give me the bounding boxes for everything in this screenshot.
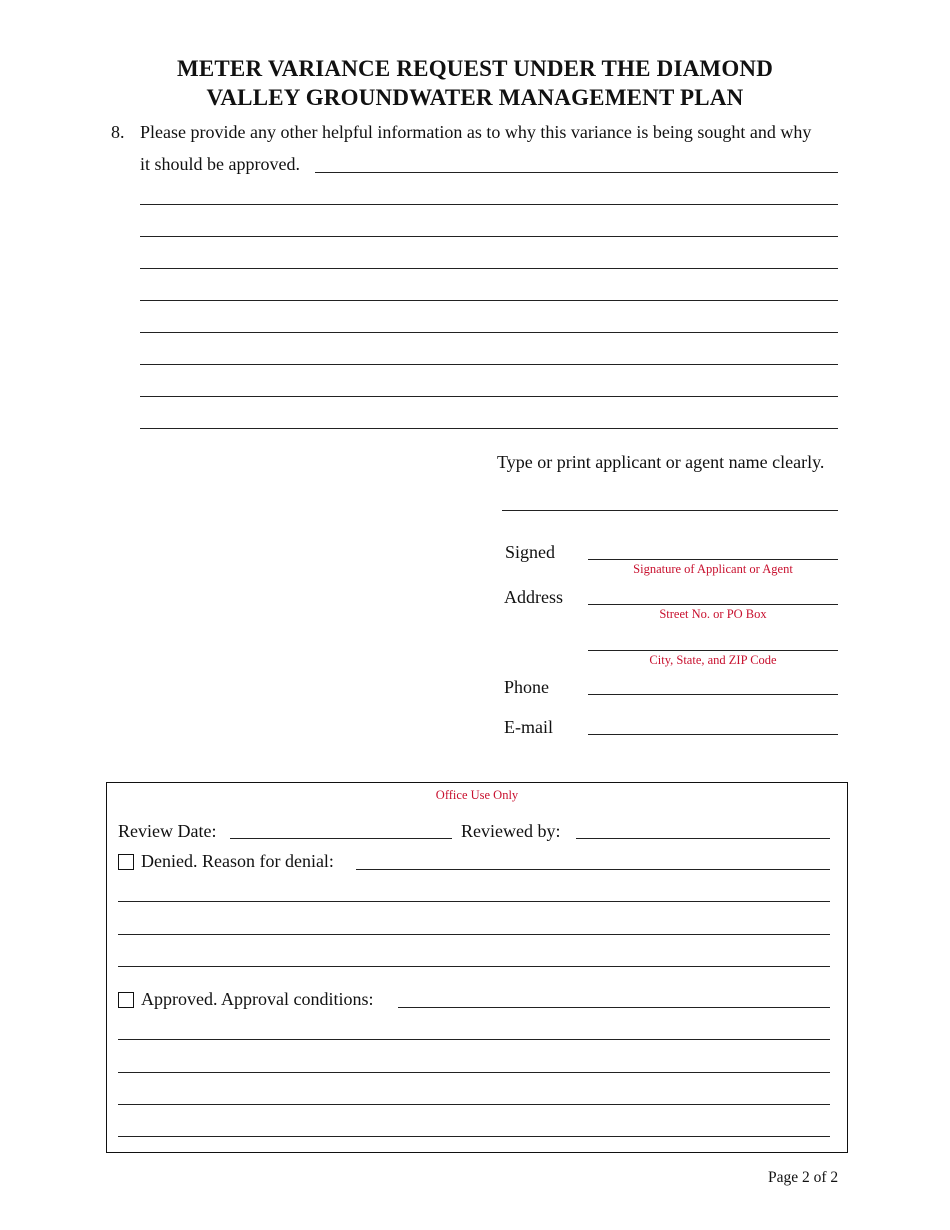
- approval-conditions-line-1[interactable]: [398, 1007, 830, 1008]
- office-use-heading: Office Use Only: [435, 788, 519, 802]
- approval-conditions-line-5[interactable]: [118, 1136, 830, 1137]
- page-title: [0, 54, 950, 112]
- question-number: 8.: [111, 122, 125, 142]
- answer-line-1[interactable]: [315, 172, 838, 173]
- answer-line-7[interactable]: [140, 364, 838, 365]
- email-label: E-mail: [504, 717, 553, 737]
- title-line-1: METER VARIANCE REQUEST UNDER THE DIAMOND: [176, 56, 774, 81]
- signed-label: Signed: [505, 542, 556, 562]
- denied-label: Denied. Reason for denial:: [141, 851, 334, 871]
- question-text-line-2: it should be approved.: [140, 154, 300, 174]
- answer-line-4[interactable]: [140, 268, 838, 269]
- approval-conditions-line-3[interactable]: [118, 1072, 830, 1073]
- answer-line-8[interactable]: [140, 396, 838, 397]
- city-state-zip-field[interactable]: [588, 650, 838, 651]
- signature-field[interactable]: [588, 559, 838, 560]
- answer-line-3[interactable]: [140, 236, 838, 237]
- phone-label: Phone: [504, 677, 549, 697]
- reviewed-by-label: Reviewed by:: [461, 821, 561, 841]
- applicant-name-instruction: Type or print applicant or agent name clearly.: [497, 452, 825, 472]
- denial-reason-line-3[interactable]: [118, 934, 830, 935]
- street-field[interactable]: [588, 604, 838, 605]
- denial-reason-line-4[interactable]: [118, 966, 830, 967]
- signature-caption: Signature of Applicant or Agent: [633, 562, 793, 576]
- city-state-zip-caption: City, State, and ZIP Code: [649, 653, 777, 667]
- approval-conditions-line-2[interactable]: [118, 1039, 830, 1040]
- street-caption: Street No. or PO Box: [659, 607, 767, 621]
- email-field[interactable]: [588, 734, 838, 735]
- approved-checkbox[interactable]: [118, 992, 134, 1008]
- approved-label: Approved. Approval conditions:: [141, 989, 374, 1009]
- answer-line-5[interactable]: [140, 300, 838, 301]
- applicant-name-field[interactable]: [502, 510, 838, 511]
- answer-line-9[interactable]: [140, 428, 838, 429]
- review-date-label: Review Date:: [118, 821, 217, 841]
- phone-field[interactable]: [588, 694, 838, 695]
- question-text-line-1: Please provide any other helpful information as to why this variance is being sought and why: [140, 122, 812, 142]
- address-label: Address: [504, 587, 563, 607]
- answer-line-6[interactable]: [140, 332, 838, 333]
- denied-checkbox[interactable]: [118, 854, 134, 870]
- approval-conditions-line-4[interactable]: [118, 1104, 830, 1105]
- denial-reason-line-1[interactable]: [356, 869, 830, 870]
- page-number: Page 2 of 2: [768, 1169, 839, 1186]
- answer-line-2[interactable]: [140, 204, 838, 205]
- reviewed-by-field[interactable]: [576, 838, 830, 839]
- review-date-field[interactable]: [230, 838, 452, 839]
- title-line-2: VALLEY GROUNDWATER MANAGEMENT PLAN: [206, 85, 744, 110]
- denial-reason-line-2[interactable]: [118, 901, 830, 902]
